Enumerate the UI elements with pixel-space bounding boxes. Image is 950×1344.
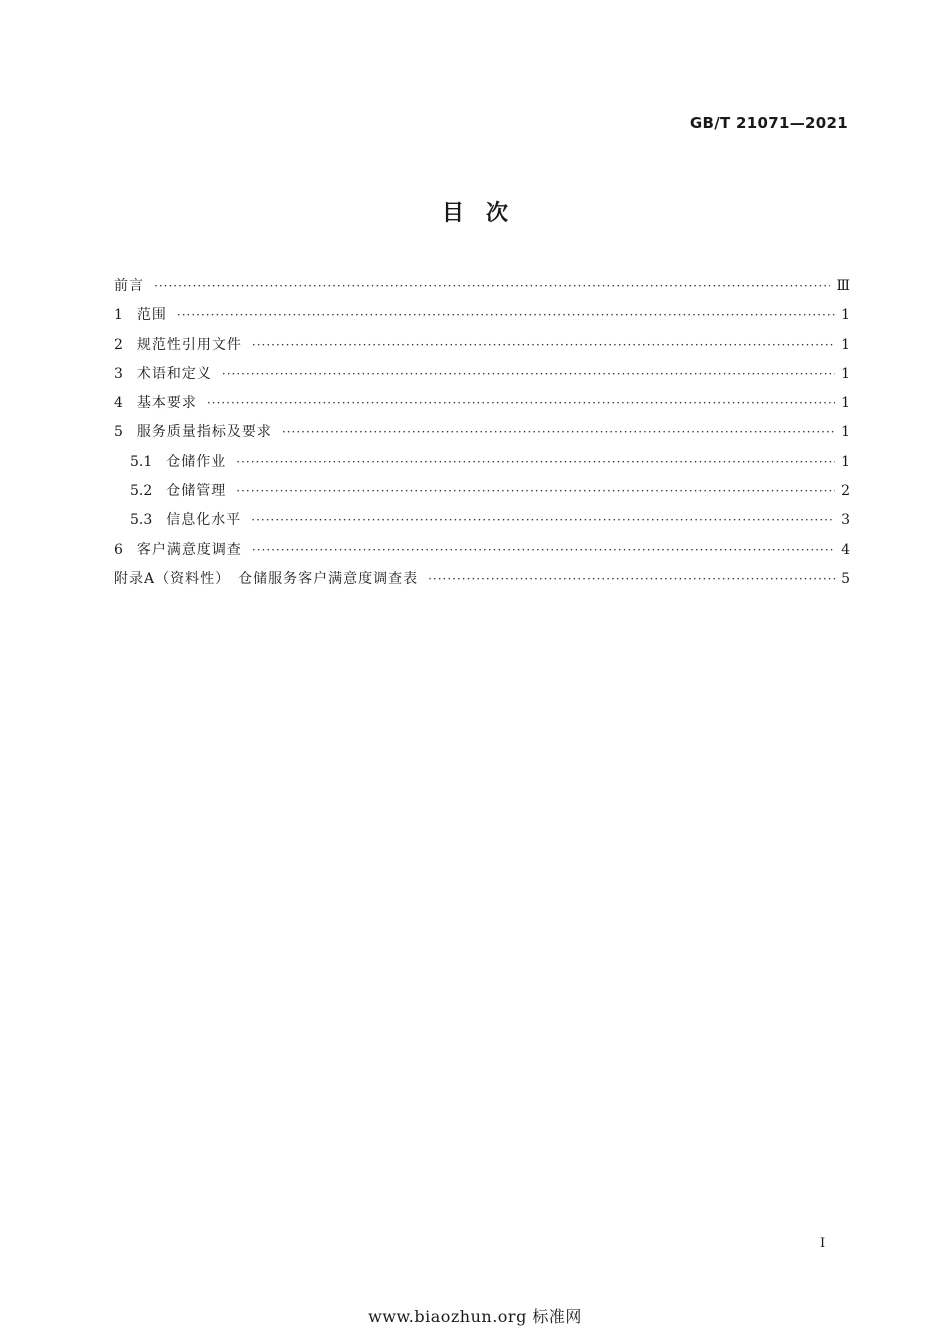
toc-entry-label: 客户满意度调查 bbox=[136, 541, 242, 558]
toc-entry-page: Ⅲ bbox=[836, 278, 850, 294]
toc-entry-page: 1 bbox=[841, 453, 850, 470]
toc-leader-dots bbox=[428, 565, 835, 594]
toc-entry-number: 2 bbox=[114, 336, 123, 353]
toc-entry-label: 信息化水平 bbox=[166, 512, 242, 529]
toc-entry-warehouse-operations[interactable] bbox=[114, 448, 850, 477]
toc-entry-foreword[interactable] bbox=[114, 272, 850, 301]
toc-entry-page: 1 bbox=[841, 307, 850, 324]
toc-entry-page: 1 bbox=[841, 424, 850, 441]
standard-code: GB/T 21071—2021 bbox=[689, 114, 848, 132]
toc-entry-page: 2 bbox=[841, 483, 850, 500]
toc-entry-customer-satisfaction[interactable] bbox=[114, 536, 850, 565]
toc-entry-number: 5.2 bbox=[130, 483, 153, 500]
toc-leader-dots bbox=[252, 331, 835, 360]
toc-leader-dots bbox=[282, 418, 835, 447]
toc-entry-page: 1 bbox=[841, 395, 850, 412]
toc-entry-label: 服务质量指标及要求 bbox=[136, 424, 272, 441]
toc-entry-terms-definitions[interactable] bbox=[114, 360, 850, 389]
toc-entry-page: 3 bbox=[841, 512, 850, 529]
page-number: Ⅰ bbox=[820, 1236, 826, 1251]
toc-leader-dots bbox=[252, 536, 835, 565]
toc-entry-number: 1 bbox=[114, 307, 123, 324]
toc-entry-normative-references[interactable] bbox=[114, 331, 850, 360]
toc-entry-number: 4 bbox=[114, 395, 123, 412]
toc-leader-dots bbox=[177, 301, 835, 330]
toc-leader-dots bbox=[207, 389, 835, 418]
toc-entry-informatization-level[interactable] bbox=[114, 506, 850, 535]
toc-entry-label: 附录A（资料性） 仓储服务客户满意度调查表 bbox=[114, 570, 419, 587]
toc-entry-label: 前言 bbox=[114, 278, 144, 294]
toc-entry-page: 5 bbox=[841, 570, 850, 587]
table-of-contents bbox=[114, 272, 850, 594]
toc-entry-page: 4 bbox=[841, 541, 850, 558]
toc-entry-scope[interactable] bbox=[114, 301, 850, 330]
toc-entry-number: 6 bbox=[114, 541, 123, 558]
footer-watermark: www.biaozhun.org 标准网 bbox=[368, 1307, 582, 1326]
toc-entry-number: 5.3 bbox=[130, 512, 153, 529]
toc-leader-dots bbox=[251, 506, 835, 535]
toc-entry-basic-requirements[interactable] bbox=[114, 389, 850, 418]
toc-entry-label: 仓储作业 bbox=[166, 453, 227, 470]
toc-entry-number: 5.1 bbox=[130, 453, 153, 470]
toc-leader-dots bbox=[154, 272, 830, 301]
toc-entry-label: 仓储管理 bbox=[166, 483, 227, 500]
toc-entry-service-quality[interactable] bbox=[114, 418, 850, 447]
toc-entry-page: 1 bbox=[841, 336, 850, 353]
toc-leader-dots bbox=[236, 477, 835, 506]
toc-title: 目 次 bbox=[441, 201, 508, 226]
toc-entry-number: 3 bbox=[114, 365, 123, 382]
toc-entry-label: 规范性引用文件 bbox=[136, 336, 242, 353]
toc-leader-dots bbox=[222, 360, 835, 389]
toc-entry-number: 5 bbox=[114, 424, 123, 441]
toc-entry-label: 基本要求 bbox=[136, 395, 197, 412]
toc-entry-label: 术语和定义 bbox=[136, 365, 212, 382]
toc-leader-dots bbox=[236, 448, 835, 477]
toc-entry-warehouse-management[interactable] bbox=[114, 477, 850, 506]
toc-entry-appendix-a[interactable] bbox=[114, 565, 850, 594]
toc-entry-label: 范围 bbox=[136, 307, 167, 324]
toc-entry-page: 1 bbox=[841, 365, 850, 382]
